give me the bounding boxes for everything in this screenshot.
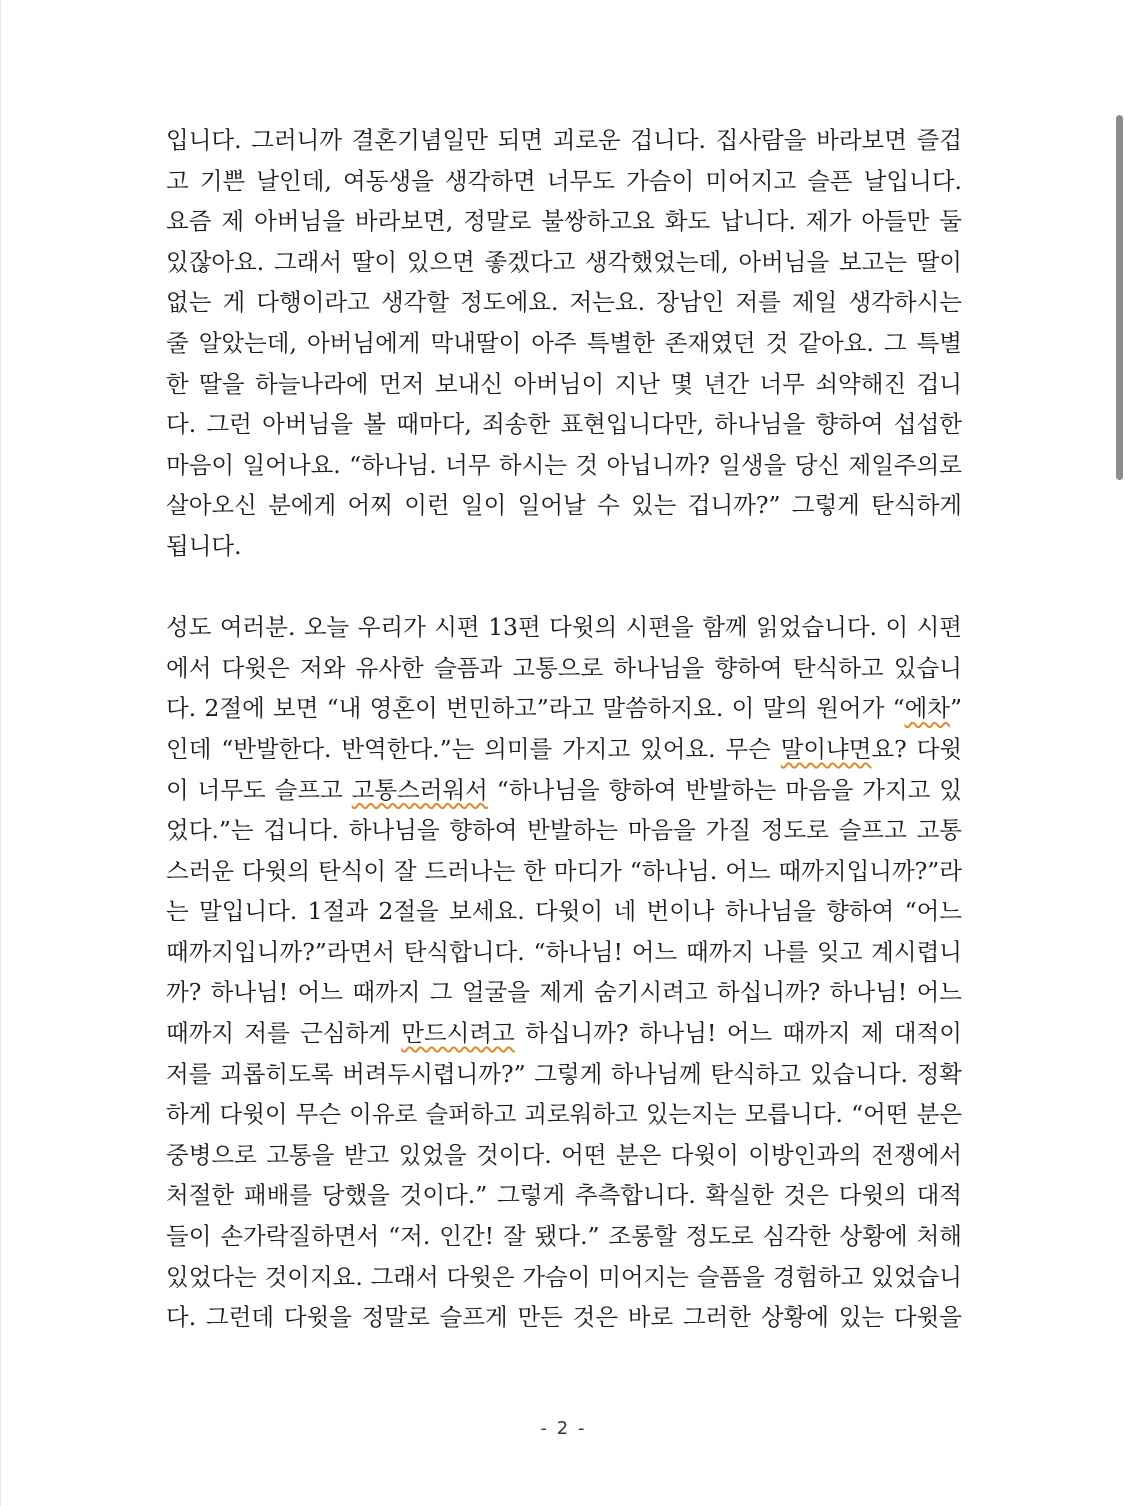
- text-line: 에서 다윗은 저와 유사한 슬픔과 고통으로 하나님을 향하여 탄식하고 있습니: [166, 653, 962, 682]
- text-line: 마음이 일어나요. “하나님. 너무 하시는 것 아닙니까? 일생을 당신 제일주의로: [166, 450, 962, 479]
- text-segment: ”: [949, 694, 962, 723]
- text-segment: 다. 2절에 보면 “내 영혼이 번민하고”라고 말씀하지요. 이 말의 원어가 “: [166, 694, 905, 723]
- text-segment: 인데 “반발한다. 반역한다.”는 의미를 가지고 있어요. 무슨: [166, 734, 781, 763]
- text-line: 었다.”는 겁니다. 하나님을 향하여 반발하는 마음을 가질 정도로 슬프고 고통: [166, 816, 962, 845]
- text-segment: 요? 다윗: [871, 734, 962, 763]
- vertical-scrollbar[interactable]: [1116, 115, 1123, 480]
- text-line: 다. 그런데 다윗을 정말로 슬프게 만든 것은 바로 그러한 상황에 있는 다윗을: [166, 1303, 962, 1332]
- text-line: 있었다는 것이지요. 그래서 다윗은 가슴이 미어지는 슬픔을 경험하고 있었습니: [166, 1262, 962, 1291]
- text-line: 처절한 패배를 당했을 것이다.” 그렇게 추측합니다. 확실한 것은 다윗의 대적: [166, 1181, 962, 1210]
- text-line: [166, 688, 962, 729]
- text-line: 살아오신 분에게 어찌 이런 일이 일어날 수 있는 겁니까?” 그렇게 탄식하게: [166, 491, 962, 520]
- text-segment: “하나님을 향하여 반발하는 마음을 가지고 있: [487, 775, 962, 804]
- spellcheck-word[interactable]: 고통스러워서: [351, 775, 488, 804]
- text-line: 때까지입니까?”라면서 탄식합니다. “하나님! 어느 때까지 나를 잊고 계시렵니: [166, 937, 962, 966]
- text-line: 까? 하나님! 어느 때까지 그 얼굴을 제게 숨기시려고 하십니까? 하나님! 어느: [166, 978, 962, 1007]
- text-line: 성도 여러분. 오늘 우리가 시편 13편 다윗의 시편을 함께 읽었습니다. 이 시편: [166, 613, 962, 642]
- text-segment: 이 너무도 슬프고: [166, 775, 352, 804]
- text-line: [166, 770, 962, 811]
- text-line: 하게 다윗이 무슨 이유로 슬퍼하고 괴로워하고 있는지는 모릅니다. “어떤 분은: [166, 1100, 962, 1129]
- text-line: 중병으로 고통을 받고 있었을 것이다. 어떤 분은 다윗이 이방인과의 전쟁에서: [166, 1140, 962, 1169]
- text-segment: 하십니까? 하나님! 어느 때까지 제 대적이: [514, 1019, 962, 1048]
- text-line: 다. 그런 아버님을 볼 때마다, 죄송한 표현입니다만, 하나님을 향하여 섭섭한: [166, 410, 962, 439]
- paragraph-1: [166, 120, 962, 567]
- spellcheck-word[interactable]: 만드시려고: [401, 1019, 515, 1048]
- paragraph-2: [166, 607, 962, 1338]
- text-line: 없는 게 다행이라고 생각할 정도에요. 저는요. 장남인 저를 제일 생각하시는: [166, 288, 962, 317]
- text-segment: 때까지 저를 근심하게: [166, 1019, 402, 1048]
- paragraph-gap: [166, 567, 962, 608]
- text-line: [166, 1013, 962, 1054]
- text-line: [166, 729, 962, 770]
- spellcheck-word[interactable]: 말이냐면: [780, 734, 872, 763]
- text-line: 한 딸을 하늘나라에 먼저 보내신 아버님이 지난 몇 년간 너무 쇠약해진 겁니: [166, 369, 962, 398]
- text-line: 있잖아요. 그래서 딸이 있으면 좋겠다고 생각했었는데, 아버님을 보고는 딸이: [166, 247, 962, 276]
- text-line: 들이 손가락질하면서 “저. 인간! 잘 됐다.” 조롱할 정도로 심각한 상황에 처해: [166, 1222, 962, 1251]
- text-line: 는 말입니다. 1절과 2절을 보세요. 다윗이 네 번이나 하나님을 향하여 “어느: [166, 897, 962, 926]
- text-line: 고 기쁜 날인데, 여동생을 생각하면 너무도 가슴이 미어지고 슬픈 날입니다.: [166, 166, 962, 195]
- text-line: 요즘 제 아버님을 바라보면, 정말로 불쌍하고요 화도 납니다. 제가 아들만 둘: [166, 207, 962, 236]
- text-line: 줄 알았는데, 아버님에게 막내딸이 아주 특별한 존재였던 것 같아요. 그 특별: [166, 328, 962, 357]
- text-line: 입니다. 그러니까 결혼기념일만 되면 괴로운 겁니다. 집사람을 바라보면 즐겁: [166, 126, 962, 154]
- page-number: - 2 -: [540, 1418, 587, 1439]
- spellcheck-word[interactable]: 에차: [904, 694, 950, 723]
- text-line: 스러운 다윗의 탄식이 잘 드러나는 한 마디가 “하나님. 어느 때까지입니까?”라: [166, 856, 962, 885]
- text-line: 됩니다.: [166, 531, 242, 560]
- page-content: [166, 120, 962, 1338]
- text-line: 저를 괴롭히도록 버려두시렵니까?” 그렇게 하나님께 탄식하고 있습니다. 정확: [166, 1059, 962, 1088]
